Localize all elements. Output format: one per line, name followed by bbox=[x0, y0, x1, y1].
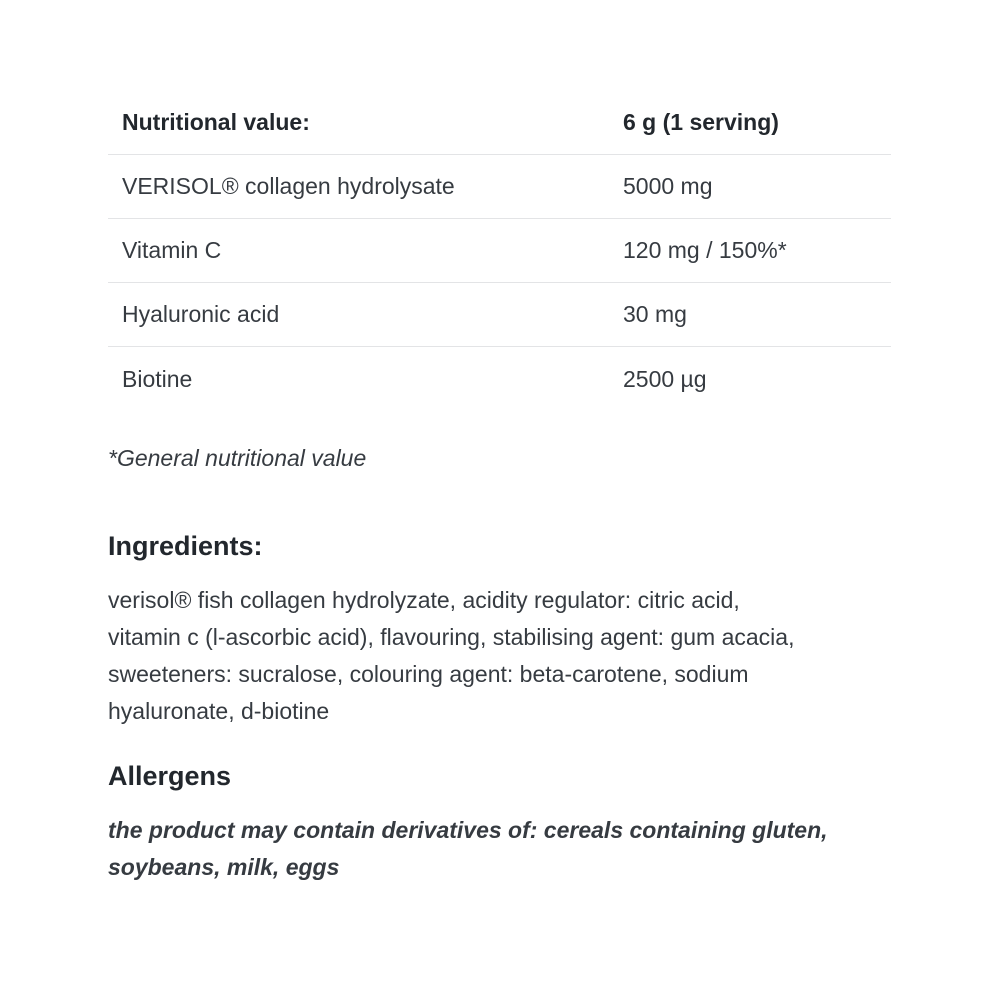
nutrition-table bbox=[108, 91, 891, 411]
allergens-heading: Allergens bbox=[108, 761, 232, 791]
nutrient-name: Hyaluronic acid bbox=[122, 301, 280, 327]
nutrition-table-header-label: Nutritional value: bbox=[122, 109, 310, 135]
product-info-section bbox=[108, 91, 891, 886]
table-row bbox=[108, 219, 891, 283]
nutrition-table-header-value: 6 g (1 serving) bbox=[623, 109, 779, 135]
table-row bbox=[108, 283, 891, 347]
allergens-paragraph: the product may contain derivatives of: cereals containing gluten, soybeans, milk, eggs bbox=[108, 817, 828, 880]
nutrient-amount: 5000 mg bbox=[623, 173, 713, 199]
nutrient-amount: 2500 µg bbox=[623, 365, 707, 392]
ingredients-heading: Ingredients: bbox=[108, 531, 263, 561]
ingredients-paragraph: verisol® fish collagen hydrolyzate, acidity regulator: citric acid, vitamin c (l-ascorbic acid), flavouring, stabilising agent: gum acacia, sweeteners: sucralose, colouring agent: beta-carotene, sodium hyaluronate, d-biotine bbox=[108, 587, 795, 724]
nutrient-name: Biotine bbox=[122, 365, 193, 392]
nutrition-footnote: *General nutritional value bbox=[108, 445, 367, 471]
nutrient-name: VERISOL® collagen hydrolysate bbox=[122, 173, 455, 199]
nutrient-name: Vitamin C bbox=[122, 237, 222, 263]
table-row bbox=[108, 347, 891, 411]
nutrition-table-header-row bbox=[108, 91, 891, 155]
nutrient-amount: 30 mg bbox=[623, 301, 687, 327]
nutrient-amount: 120 mg / 150%* bbox=[623, 237, 787, 263]
table-row bbox=[108, 155, 891, 219]
